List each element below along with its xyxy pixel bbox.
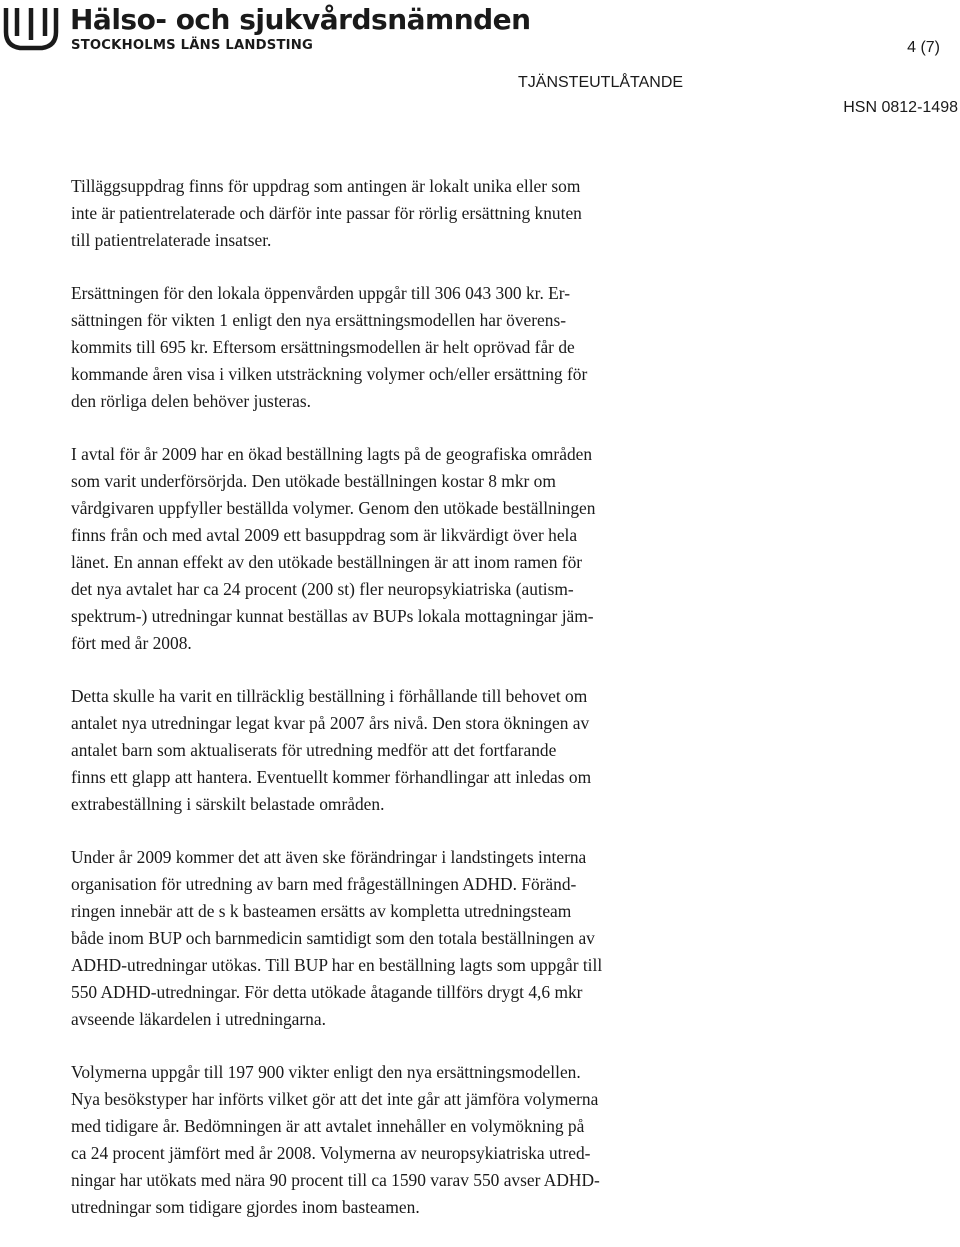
- text-line: extrabeställning i särskilt belastade områden.: [71, 794, 385, 814]
- text-line: ningar har utökats med nära 90 procent till ca 1590 varav 550 avser ADHD-: [71, 1170, 600, 1190]
- paragraph-1: [71, 173, 771, 254]
- document-body: [71, 173, 771, 1247]
- text-line: Tilläggsuppdrag finns för uppdrag som antingen är lokalt unika eller som: [71, 176, 581, 196]
- paragraph-5: [71, 844, 771, 1033]
- text-line: Ersättningen för den lokala öppenvården uppgår till 306 043 300 kr. Er-: [71, 283, 571, 303]
- page-number: 4 (7): [907, 39, 940, 56]
- text-line: 550 ADHD-utredningar. För detta utökade åtagande tillförs drygt 4,6 mkr: [71, 982, 583, 1002]
- text-line: inte är patientrelaterade och därför inte passar för rörlig ersättning knuten: [71, 203, 582, 223]
- text-line: ADHD-utredningar utökas. Till BUP har en beställning lagts som uppgår till: [71, 955, 603, 975]
- text-line: sättningen för vikten 1 enligt den nya ersättningsmodellen har överens-: [71, 310, 567, 330]
- paragraph-2: [71, 280, 771, 415]
- text-line: finns ett glapp att hantera. Eventuellt kommer förhandlingar att inledas om: [71, 767, 592, 787]
- paragraph-6: [71, 1059, 771, 1221]
- text-line: med tidigare år. Bedömningen är att avtalet innehåller en volymökning på: [71, 1116, 585, 1136]
- paragraph-4: [71, 683, 771, 818]
- text-line: ringen innebär att de s k basteamen ersätts av kompletta utredningsteam: [71, 901, 572, 921]
- text-line: länet. En annan effekt av den utökade beställningen är att inom ramen för: [71, 552, 583, 572]
- text-line: antalet nya utredningar legat kvar på 2007 års nivå. Den stora ökningen av: [71, 713, 590, 733]
- text-line: det nya avtalet har ca 24 procent (200 st) fler neuropsykiatriska (autism-: [71, 579, 574, 599]
- text-line: Nya besökstyper har införts vilket gör att det inte går att jämföra volymerna: [71, 1089, 599, 1109]
- organization-title: Hälso- och sjukvårdsnämnden: [70, 3, 531, 36]
- text-line: den rörliga delen behöver justeras.: [71, 391, 311, 411]
- text-line: Under år 2009 kommer det att även ske förändringar i landstingets interna: [71, 847, 587, 867]
- text-line: organisation för utredning av barn med frågeställningen ADHD. Föränd-: [71, 874, 577, 894]
- text-line: fört med år 2008.: [71, 633, 192, 653]
- landsting-emblem-icon: [2, 6, 60, 52]
- text-line: både inom BUP och barnmedicin samtidigt som den totala beställningen av: [71, 928, 595, 948]
- organization-subtitle: STOCKHOLMS LÄNS LANDSTING: [71, 38, 314, 53]
- text-line: vårdgivaren uppfyller beställda volymer. Genom den utökade beställningen: [71, 498, 596, 518]
- text-line: kommande åren visa i vilken utsträckning volymer och/eller ersättning för: [71, 364, 588, 384]
- text-line: kommits till 695 kr. Eftersom ersättningsmodellen är helt oprövad får de: [71, 337, 575, 357]
- paragraph-3: [71, 441, 771, 657]
- text-line: Volymerna uppgår till 197 900 vikter enligt den nya ersättningsmodellen.: [71, 1062, 581, 1082]
- text-line: antalet barn som aktualiserats för utredning medför att det fortfarande: [71, 740, 557, 760]
- document-type: TJÄNSTEUTLÅTANDE: [518, 74, 684, 91]
- text-line: som varit underförsörjda. Den utökade beställningen kostar 8 mkr om: [71, 471, 556, 491]
- text-line: finns från och med avtal 2009 ett basuppdrag som är likvärdigt över hela: [71, 525, 578, 545]
- text-line: I avtal för år 2009 har en ökad beställning lagts på de geografiska områden: [71, 444, 593, 464]
- text-line: spektrum-) utredningar kunnat beställas av BUPs lokala mottagningar jäm-: [71, 606, 594, 626]
- text-line: ca 24 procent jämfört med år 2008. Volymerna av neuropsykiatriska utred-: [71, 1143, 591, 1163]
- text-line: utredningar som tidigare gjordes inom basteamen.: [71, 1197, 420, 1217]
- organization-logo: [2, 3, 531, 56]
- document-id: HSN 0812-1498: [843, 99, 958, 116]
- text-line: avseende läkardelen i utredningarna.: [71, 1009, 326, 1029]
- text-line: till patientrelaterade insatser.: [71, 230, 272, 250]
- text-line: Detta skulle ha varit en tillräcklig beställning i förhållande till behovet om: [71, 686, 588, 706]
